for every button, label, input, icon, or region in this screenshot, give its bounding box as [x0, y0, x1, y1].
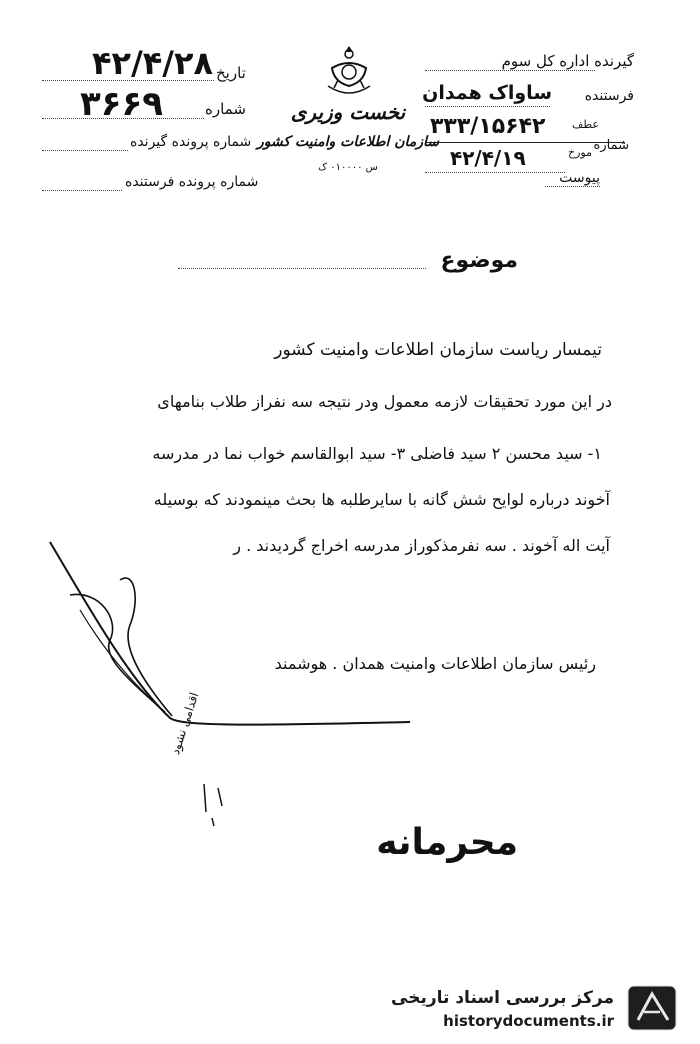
- date-dotline: [425, 172, 565, 173]
- marginal-note: اقدامی نشود: [168, 690, 202, 757]
- sender-label: فرستنده: [584, 88, 634, 104]
- confidential-mark: محرمانه: [376, 822, 518, 863]
- sender-date-value: ۴۲/۴/۱۹: [450, 146, 526, 170]
- lion-and-sun-emblem-icon: [318, 42, 380, 104]
- body-line-2: ۱- سید محسن ۲ سید فاضلی ۳- سید ابوالقاسم خواب نما در مدرسه: [152, 444, 602, 463]
- date-left-dotline: [42, 80, 214, 81]
- emblem-line1: نخست وزیری: [290, 100, 406, 124]
- body-line-1: در این مورد تحقیقات لازمه معمول ودر نتیجه سه نفراز طلاب بنامهای: [157, 392, 612, 411]
- marginal-mark-icon: [198, 778, 228, 828]
- receiver-file-label: شماره پرونده گیرنده: [130, 134, 252, 150]
- date-value: ۴۲/۴/۲۸: [92, 44, 214, 82]
- receiver-dotline: [425, 70, 595, 71]
- addressee: تیمسار ریاست سازمان اطلاعات وامنیت کشور: [274, 340, 602, 360]
- sender-dotline: [425, 106, 550, 107]
- body-line-3: آخوند درباره لوایح شش گانه با سایرطلبه ها بحث مینمودند که بوسیله: [153, 490, 610, 509]
- sender-number-note: عطف: [572, 118, 599, 131]
- number-left-dotline: [42, 118, 204, 119]
- sender-file-dotline: [42, 190, 122, 191]
- receiver-file-dotline: [42, 150, 128, 151]
- subject-dotline: [178, 268, 426, 269]
- sender-number-label: شماره: [593, 138, 629, 153]
- watermark-logo-icon: [622, 980, 684, 1036]
- sender-value: ساواک همدان: [422, 82, 552, 104]
- signature-scrawl-icon: [40, 540, 420, 740]
- date-label: تاریخ: [216, 64, 246, 82]
- signature-line: رئیس سازمان اطلاعات وامنیت همدان . هوشمند: [274, 654, 596, 673]
- emblem-code: س ۰۱۰۰۰۰ ک: [318, 162, 378, 173]
- watermark-title: مرکز بررسی اسناد تاریخی: [391, 988, 614, 1008]
- subject-label: موضوع: [440, 248, 518, 273]
- emblem-line2: سازمان اطلاعات وامنیت کشور: [256, 134, 440, 150]
- number-underline: [425, 142, 625, 143]
- number-value: ۳۶۶۹: [80, 84, 164, 124]
- sender-file-label: شماره پرونده فرستنده: [125, 174, 259, 190]
- sender-date-note: مورخ: [568, 146, 592, 159]
- number-label: شماره: [205, 100, 246, 118]
- attachment-label: پیوست: [559, 170, 600, 186]
- body-line-4: آیت اله آخوند . سه نفرمذکوراز مدرسه اخراج گردیدند . ر: [233, 536, 610, 555]
- watermark-url: historydocuments.ir: [443, 1012, 614, 1030]
- sender-number-value: ۳۳۳/۱۵۶۴۲: [430, 114, 546, 139]
- receiver-label: گیرنده اداره کل سوم: [501, 52, 634, 70]
- attachment-dotline: [545, 186, 600, 187]
